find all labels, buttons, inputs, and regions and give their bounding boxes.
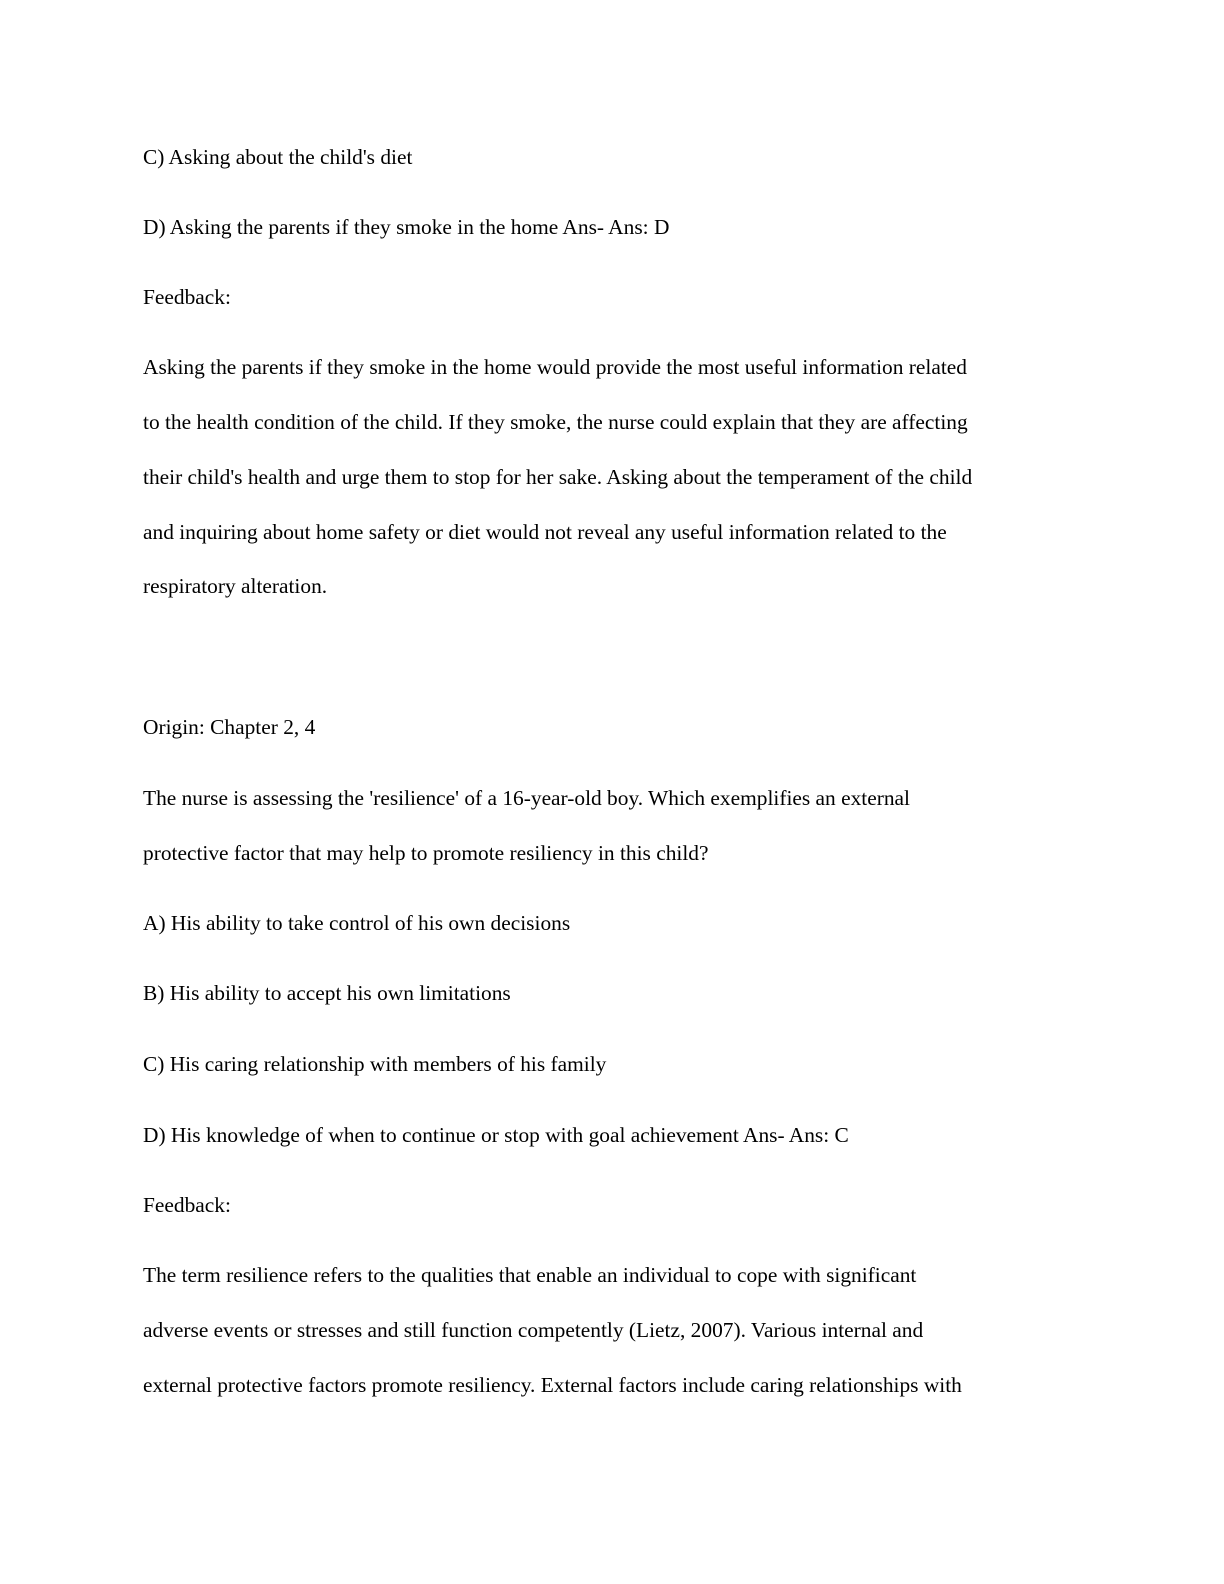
feedback-label: Feedback: [143, 285, 231, 309]
question-origin: Origin: Chapter 2, 4 [143, 715, 316, 739]
question-feedback-text-line: adverse events or stresses and still function competently (Lietz, 2007). Various internal and [143, 1318, 924, 1342]
feedback-text-line: respiratory alteration. [143, 574, 328, 598]
question-feedback-label: Feedback: [143, 1193, 231, 1217]
answer-option-c: C) Asking about the child's diet [143, 145, 413, 169]
feedback-text-line: their child's health and urge them to stop for her sake. Asking about the temperament of the child [143, 465, 973, 489]
question-option-c: C) His caring relationship with members of his family [143, 1052, 607, 1076]
question-option-d: D) His knowledge of when to continue or stop with goal achievement Ans- Ans: C [143, 1123, 849, 1147]
feedback-text-line: and inquiring about home safety or diet would not reveal any useful information related to the [143, 520, 947, 544]
question-stem-line: protective factor that may help to promote resiliency in this child? [143, 841, 709, 865]
question-option-b: B) His ability to accept his own limitations [143, 981, 511, 1005]
answer-option-d: D) Asking the parents if they smoke in the home Ans- Ans: D [143, 215, 670, 239]
feedback-text-line: Asking the parents if they smoke in the home would provide the most useful information related [143, 355, 967, 379]
feedback-text-line: to the health condition of the child. If they smoke, the nurse could explain that they are affecting [143, 410, 968, 434]
question-stem-line: The nurse is assessing the 'resilience' of a 16-year-old boy. Which exemplifies an external [143, 786, 910, 810]
question-feedback-text-line: external protective factors promote resiliency. External factors include caring relationships with [143, 1373, 962, 1397]
question-option-a: A) His ability to take control of his own decisions [143, 911, 571, 935]
question-feedback-text-line: The term resilience refers to the qualities that enable an individual to cope with significant [143, 1263, 917, 1287]
